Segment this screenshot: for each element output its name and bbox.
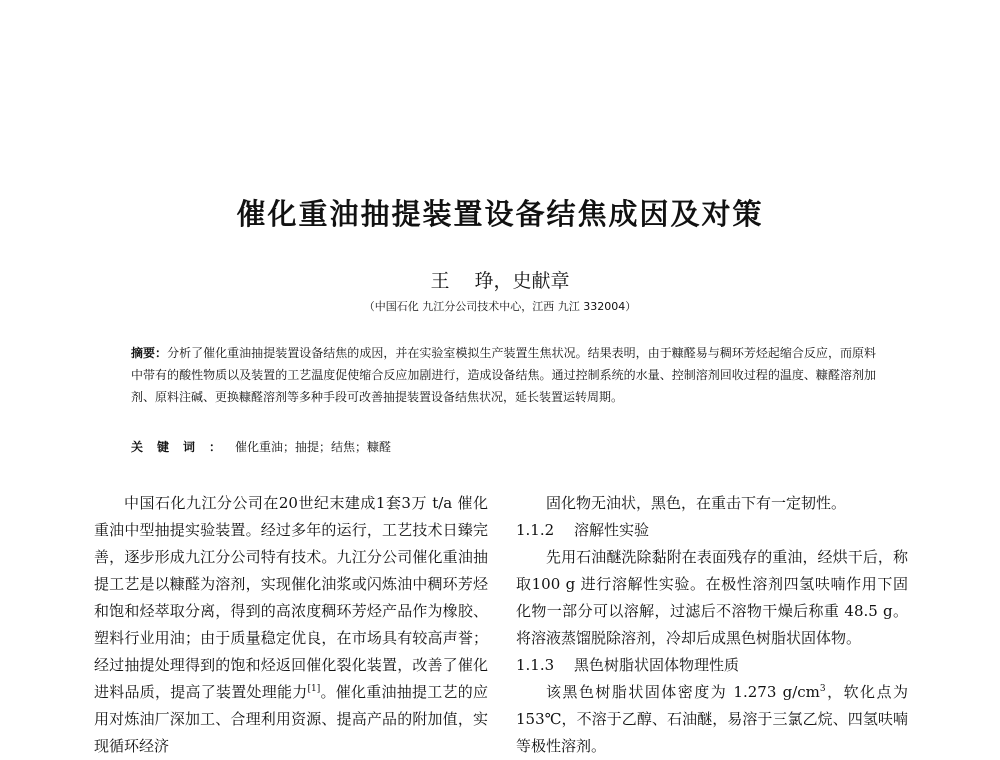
section-heading-1-1-2 (516, 517, 908, 544)
properties-text-a: 该黑色树脂状固体密度为 1.273 g/cm (546, 683, 820, 701)
keywords-text: 催化重油；抽提；结焦；糠醛 (235, 440, 392, 454)
author-2: 史献章 (512, 270, 570, 292)
abstract-text: 分析了催化重油抽提装置设备结焦的成因，并在实验室模拟生产装置生焦状况。结果表明，由于糠醛易与稠环芳烃起缩合反应，而原料中带有的酸性物质以及装置的工艺温度促使缩合反应加剧进行，造成设备结焦。通过控制系统的水量、控制溶剂回收过程的温度、糠醛溶剂加剂、原料注碱、更换糠醛溶剂等多种手段可改善抽提装置设备结焦状况，延长装置运转周期。 (131, 346, 876, 404)
intro-paragraph (94, 490, 488, 760)
right-column (516, 490, 908, 760)
left-column (94, 490, 488, 760)
intro-text-a: 中国石化九江分公司在20世纪末建成1套3万 t/a 催化重油中型抽提实验装置。经过多年的运行，工艺技术日臻完善，逐步形成九江分公司特有技术。九江分公司催化重油抽提工艺是以糠醛为溶剂，实现催化油浆或闪炼油中稠环芳烃和饱和烃萃取分离，得到的高浓度稠环芳烃产品作为橡胶、塑料行业用油；由于质量稳定优良，在市场具有较高声誉；经过抽提处理得到的饱和烃返回催化裂化装置，改善了催化进料品质，提高了装置处理能力 (94, 494, 488, 701)
section-title: 溶解性实验 (574, 521, 650, 539)
properties-paragraph (516, 679, 908, 760)
keywords-label: 关键词： (131, 440, 236, 454)
authors (0, 266, 1000, 293)
abstract-label: 摘要： (131, 346, 168, 360)
properties-text-b: ，软化点为153℃，不溶于乙醇、石油醚，易溶于三氯乙烷、四氢呋喃等极性溶剂。 (516, 683, 908, 755)
section-number: 1.1.2 (516, 521, 555, 539)
section-title: 黑色树脂状固体物理性质 (574, 656, 740, 674)
intro-text-b: 。催化重油抽提工艺的应用对炼油厂深加工、合理利用资源、提高产品的附加值，实现循环经济 (94, 683, 488, 755)
keywords (131, 436, 876, 458)
author-1: 王 琤， (430, 270, 513, 292)
section-number: 1.1.3 (516, 656, 555, 674)
affiliation: （中国石化 九江分公司技术中心，江西 九江 332004） (363, 300, 637, 313)
citation-ref: [1] (307, 684, 321, 694)
paper-title: 催化重油抽提装置设备结焦成因及对策 (236, 197, 764, 231)
section-heading-1-1-3 (516, 652, 908, 679)
continued-paragraph: 固化物无油状，黑色，在重击下有一定韧性。 (546, 494, 847, 512)
solubility-paragraph: 先用石油醚洗除黏附在表面残存的重油，经烘干后，称取100 g 进行溶解性实验。在极性溶剂四氢呋喃作用下固化物一部分可以溶解，过滤后不溶物干燥后称重 48.5 g。将溶液蒸馏脱除溶剂，冷却后成黑色树脂状固体物。 (516, 548, 908, 647)
abstract (131, 342, 876, 408)
superscript-3: 3 (819, 684, 826, 694)
